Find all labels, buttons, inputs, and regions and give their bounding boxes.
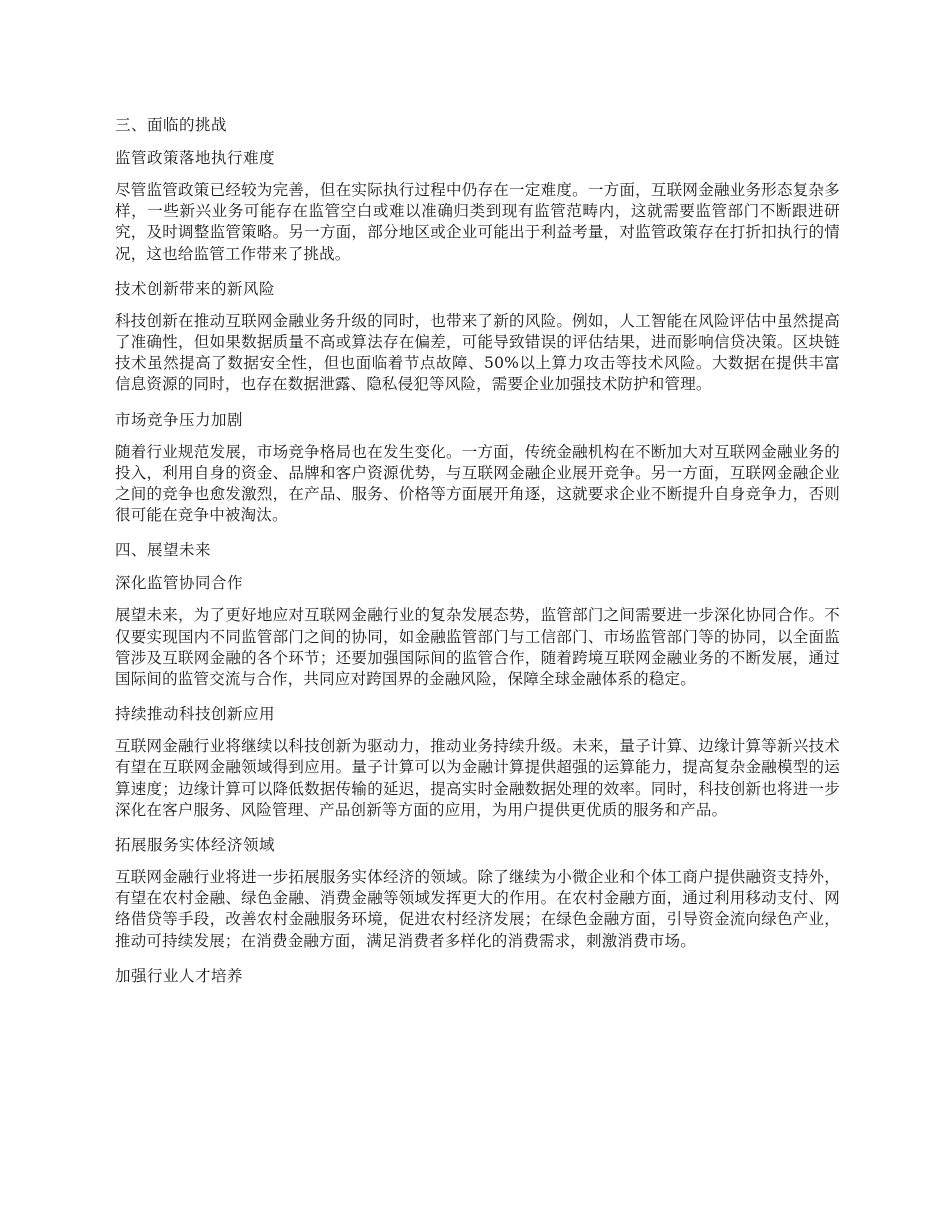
section-heading-outlook: 四、展望未来	[115, 541, 212, 560]
subheading-tech-innovation: 持续推动科技创新应用	[115, 705, 276, 724]
section-heading-challenges: 三、面临的挑战	[115, 116, 228, 134]
subheading-competition: 市场竞争压力加剧	[115, 410, 244, 429]
subheading-regulatory-cooperation: 深化监管协同合作	[115, 574, 244, 593]
paragraph-real-economy: 互联网金融行业将进一步拓展服务实体经济的领域。除了继续为小微企业和个体工商户提供融资支持外，有望在农村金融、绿色金融、消费金融等领域发挥更大的作用。在农村金融方面，通过利用移动支付、网络借贷等手段，改善农村金融服务环境，促进农村经济发展；在绿色金融方面，引导资金流向绿色产业，推动可持续发展；在消费金融方面，满足消费者多样化的消费需求，刺激消费市场。	[115, 868, 840, 950]
paragraph-tech-risk: 科技创新在推动互联网金融业务升级的同时，也带来了新的风险。例如，人工智能在风险评估中虽然提高了准确性，但如果数据质量不高或算法存在偏差，可能导致错误的评估结果，进而影响信贷决策。区块链技术虽然提高了数据安全性，但也面临着节点故障、50%以上算力攻击等技术风险。大数据在提供丰富信息资源的同时，也存在数据泄露、隐私侵犯等风险，需要企业加强技术防护和管理。	[115, 311, 840, 394]
paragraph-regulatory-cooperation: 展望未来，为了更好地应对互联网金融行业的复杂发展态势，监管部门之间需要进一步深化协同合作。不仅要实现国内不同监管部门之间的协同，如金融监管部门与工信部门、市场监管部门等的协同，以全面监管涉及互联网金融的各个环节；还要加强国际间的监管合作，随着跨境互联网金融业务的不断发展，通过国际间的监管交流与合作，共同应对跨国界的金融风险，保障全球金融体系的稳定。	[115, 606, 840, 689]
subheading-tech-risk: 技术创新带来的新风险	[115, 279, 276, 298]
paragraph-competition: 随着行业规范发展，市场竞争格局也在发生变化。一方面，传统金融机构在不断加大对互联网金融业务的投入，利用自身的资金、品牌和客户资源优势，与互联网金融企业展开竞争。另一方面，互联网金融企业之间的竞争也愈发激烈，在产品、服务、价格等方面展开角逐，这就要求企业不断提升自身竞争力，否则很可能在竞争中被淘汰。	[115, 442, 840, 525]
paragraph-tech-innovation: 互联网金融行业将继续以科技创新为驱动力，推动业务持续升级。未来，量子计算、边缘计算等新兴技术有望在互联网金融领域得到应用。量子计算可以为金融计算提供超强的运算能力，提高复杂金融模型的运算速度；边缘计算可以降低数据传输的延迟，提高实时金融数据处理的效率。同时，科技创新也将进一步深化在客户服务、风险管理、产品创新等方面的应用，为用户提供更优质的服务和产品。	[115, 737, 840, 819]
document-page	[115, 114, 840, 998]
subheading-real-economy: 拓展服务实体经济领域	[115, 836, 276, 855]
paragraph-policy-execution: 尽管监管政策已经较为完善，但在实际执行过程中仍存在一定难度。一方面，互联网金融业务形态复杂多样，一些新兴业务可能存在监管空白或难以准确归类到现有监管范畴内，这就需要监管部门不断跟进研究，及时调整监管策略。另一方面，部分地区或企业可能出于利益考量，对监管政策存在打折扣执行的情况，这也给监管工作带来了挑战。	[115, 181, 840, 263]
subheading-talent: 加强行业人才培养	[115, 966, 244, 985]
subheading-policy-execution: 监管政策落地执行难度	[115, 149, 276, 167]
